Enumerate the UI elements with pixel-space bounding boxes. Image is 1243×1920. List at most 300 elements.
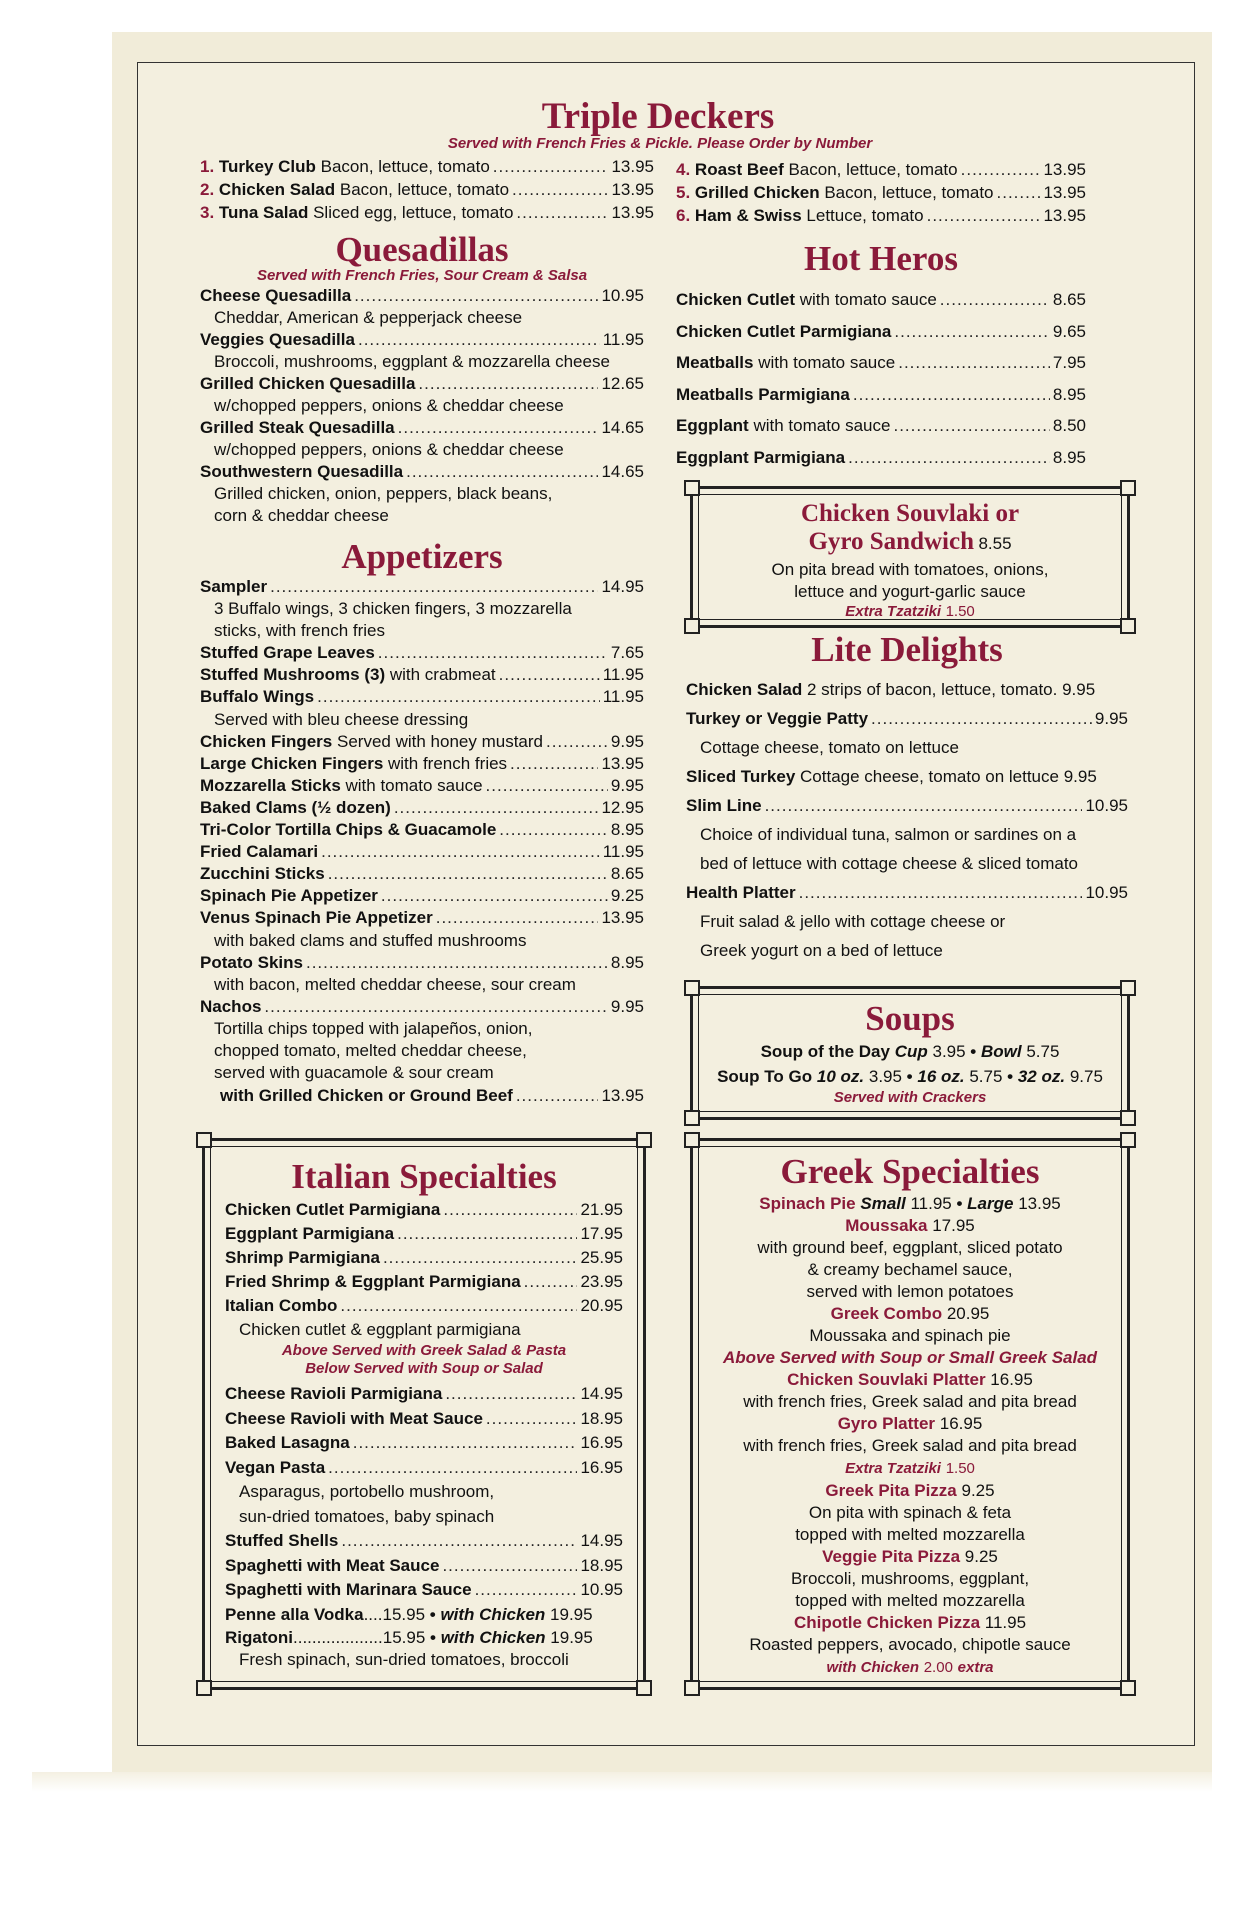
menu-item-name: Chicken Salad [686,680,803,699]
menu-item-leader-dots [442,1554,577,1579]
menu-item-name-wrap [200,201,513,224]
soup-of-day: Soup of the Day [760,1042,890,1061]
menu-item-name-wrap [676,284,937,316]
menu-item-price: 23.95 [580,1272,623,1291]
menu-item-row [676,316,1086,348]
menu-item-leader-dots [894,316,1050,348]
menu-item-row [225,1529,623,1554]
menu-item-name-wrap [200,907,433,929]
spinach-large-label: Large [967,1194,1014,1213]
menu-item-price: 17.95 [580,1224,623,1243]
menu-item-leader-dots [997,181,1041,204]
menu-item-row [225,1270,623,1294]
menu-item-leader-dots [853,379,1050,411]
gyro-platter-desc: with french fries, Greek salad and pita bread [743,1436,1077,1455]
quesadillas-list [200,285,644,527]
soup-bullet-3: • [1002,1067,1018,1086]
menu-item-name-wrap [200,841,318,863]
menu-item-row [225,1456,623,1481]
menu-item-name-wrap [200,664,496,686]
menu-item-note: with bacon, melted cheddar cheese, sour cream [214,974,576,994]
menu-item-number: 2. [200,180,215,199]
menu-item-name: Eggplant [676,416,749,435]
menu-item-name-wrap [225,1294,337,1318]
veggie-pita-pizza-price: 9.25 [964,1547,998,1566]
menu-item-number: 4. [676,160,691,179]
menu-item-row [200,996,644,1018]
menu-item-name: Meatballs [676,353,754,372]
triple-deckers-subtitle: Served with French Fries & Pickle. Please Order by Number [447,135,873,152]
menu-item-name: Nachos [200,996,262,1016]
menu-item-name-wrap [200,576,267,598]
menu-item-price: 12.65 [601,374,644,393]
menu-item-row [200,885,644,907]
menu-item-leader-dots [353,1431,578,1456]
menu-item-name: Sampler [200,577,268,596]
souvlaki-price: 8.55 [978,534,1012,553]
menu-item-name: Southwestern Quesadilla [200,462,404,481]
menu-item-price: 13.95 [1043,206,1086,225]
menu-item-name: Cheese Ravioli Parmigiana [225,1384,443,1403]
greek-title: Greek Specialties [780,1152,1040,1191]
menu-item-name: Grilled Steak Quesadilla [200,418,395,437]
menu-item-row [200,775,644,797]
paper-edge [32,1772,1212,1792]
menu-item-name-wrap [200,753,507,775]
menu-item-leader-dots [397,1222,577,1246]
menu-item-name: Sliced Turkey [686,767,796,786]
spinach-large-price: 13.95 [1018,1194,1061,1213]
menu-item-price: 9.65 [1052,321,1086,341]
menu-item-name-wrap [225,1222,394,1246]
menu-item-price: 8.50 [1052,416,1086,435]
menu-item-description: Served with honey mustard [332,731,543,751]
menu-item-name: Stuffed Grape Leaves [200,643,375,663]
menu-item-leader-dots [378,642,608,664]
menu-item-name: Eggplant Parmigiana [225,1224,395,1243]
menu-item-row [676,204,1086,227]
menu-item-price: 8.65 [610,864,644,884]
menu-item-row [200,373,644,395]
menu-item-row [200,285,644,307]
menu-item-leader-dots [486,1407,578,1432]
greek-combo-price: 20.95 [946,1304,990,1323]
menu-item-name-wrap [676,410,890,442]
menu-item-note: corn & cheddar cheese [214,506,389,525]
menu-item-leader-dots [799,878,1083,907]
penne-with-chicken: with Chicken [440,1604,546,1624]
triple-deckers-list-left [200,155,654,224]
menu-item-price: 9.95 [610,731,644,751]
menu-item-row [676,347,1086,379]
spinach-small-label: Small [860,1194,906,1213]
menu-item-number: 6. [676,206,691,225]
menu-item-price: 9.95 [1063,767,1097,786]
menu-item-name-wrap [225,1246,380,1270]
soup-bullet-2: • [901,1067,918,1086]
menu-item-leader-dots [321,841,600,863]
greek-combo-desc: Moussaka and spinach pie [809,1326,1011,1345]
menu-item-row [200,329,644,351]
gyro-extra-price: 1.50 [945,1460,975,1477]
menu-item-name-wrap [225,1456,325,1481]
soup-bullet: • [965,1042,981,1061]
rigatoni-sep: • [425,1627,441,1647]
menu-item-row [200,841,644,863]
menu-item-leader-dots [893,410,1049,442]
menu-item-row [200,686,644,708]
menu-item-leader-dots [524,1270,578,1294]
menu-item-row [200,155,654,178]
menu-item-name: Baked Clams (½ dozen) [200,797,391,817]
menu-item-leader-dots [512,178,608,201]
menu-item-description: Bacon, lettuce, tomato [819,183,994,202]
soup-32oz-price: 9.75 [1069,1067,1103,1086]
menu-item-leader-dots [510,753,598,775]
menu-item-note: with baked clams and stuffed mushrooms [214,930,527,950]
menu-item-price: 11.95 [602,687,644,707]
menu-item-price: 12.95 [601,797,644,817]
menu-item-leader-dots [317,686,600,708]
menu-item-price: 20.95 [580,1296,623,1315]
menu-item-number: 3. [200,203,215,222]
menu-item-name-wrap [225,1554,439,1579]
menu-item-row [676,410,1086,442]
menu-item-name-wrap [200,155,490,178]
menu-item-price: 9.25 [610,886,644,906]
menu-item-row [225,1382,623,1407]
menu-item-description: Bacon, lettuce, tomato [315,157,490,176]
menu-item-leader-dots [328,1456,577,1481]
italian-list-2 [225,1382,623,1603]
greek-combo-name: Greek Combo [830,1304,943,1323]
nachos-extra-price: 13.95 [601,1086,644,1106]
menu-item-separator: . [1052,680,1063,699]
menu-item-row [676,442,1086,474]
moussaka-desc-1: with ground beef, eggplant, sliced potato [757,1238,1063,1257]
menu-item-name: Tri-Color Tortilla Chips & Guacamole [200,820,497,840]
menu-item-name-wrap [676,181,994,204]
menu-item-name-wrap [200,996,261,1018]
moussaka-name: Moussaka [845,1216,928,1235]
greek-pita-desc-2: topped with melted mozzarella [795,1525,1025,1544]
menu-item-row [225,1578,623,1603]
gyro-extra: Extra Tzatziki [845,1460,941,1477]
menu-item-note: served with guacamole & sour cream [214,1063,494,1083]
penne-price-chicken: 19.95 [550,1604,593,1624]
menu-item-note: Grilled chicken, onion, peppers, black beans, [214,484,553,503]
menu-item-row [225,1222,623,1246]
menu-item-name: Italian Combo [225,1296,338,1315]
menu-item-row [225,1198,623,1222]
menu-item-name-wrap [225,1431,350,1456]
menu-item-name: Chicken Cutlet Parmigiana [225,1200,441,1219]
menu-item-description: Sliced egg, lettuce, tomato [308,203,514,222]
menu-item-price: 11.95 [602,330,644,349]
menu-item-name: Fried Shrimp & Eggplant Parmigiana [225,1272,521,1291]
menu-item-name: Large Chicken Fingers [200,753,384,773]
menu-item-row [200,952,644,974]
menu-item-description: with french fries [383,753,508,773]
menu-item-description: Bacon, lettuce, tomato [783,160,958,179]
menu-item-price: 14.95 [580,1384,623,1403]
menu-item-note: chopped tomato, melted cheddar cheese, [214,1040,527,1060]
menu-item-price: 8.95 [1052,384,1086,404]
menu-item-note: w/chopped peppers, onions & cheddar cheese [214,440,564,459]
menu-item-leader-dots [961,158,1041,181]
menu-item-name-wrap [686,762,1059,791]
menu-item-name-wrap [200,885,378,907]
soup-cup-price: 3.95 [932,1042,966,1061]
menu-item-row [225,1246,623,1270]
menu-item-price: 9.95 [1062,680,1096,699]
menu-item-name-wrap [200,642,375,664]
menu-item-leader-dots [418,373,598,395]
menu-item-leader-dots [398,417,599,439]
menu-item-leader-dots [306,952,608,974]
menu-item-name: Meatballs Parmigiana [676,384,850,404]
menu-item-row [686,675,1128,704]
menu-item-description: Lettuce, tomato [801,206,924,225]
menu-item-name-wrap [676,379,850,411]
veggie-pita-pizza-name: Veggie Pita Pizza [822,1547,961,1566]
menu-item-price: 10.95 [1085,883,1128,902]
menu-item-name-wrap [200,373,415,395]
menu-item-leader-dots [546,731,608,753]
menu-item-price: 11.95 [602,842,644,862]
menu-item-leader-dots [354,285,598,307]
menu-item-row [200,753,644,775]
soup-16oz-price: 5.75 [969,1067,1003,1086]
menu-item-price: 7.65 [610,643,644,663]
menu-item-leader-dots [270,576,598,598]
italian-title: Italian Specialties [291,1157,557,1196]
menu-item-price: 14.95 [601,577,644,596]
menu-item-price: 8.95 [610,820,644,840]
menu-item-row [676,379,1086,411]
menu-item-description: Cottage cheese, tomato on lettuce [795,767,1059,786]
menu-item-note: w/chopped peppers, onions & cheddar cheese [214,396,564,415]
menu-item-row [200,201,654,224]
menu-item-name: Mozzarella Sticks [200,775,341,795]
chipotle-pizza-desc: Roasted peppers, avocado, chipotle sauce [749,1635,1071,1654]
soup-10oz-price: 3.95 [868,1067,902,1086]
souvlaki-desc-1: On pita bread with tomatoes, onions, [771,560,1049,579]
menu-item-name-wrap [200,178,509,201]
soup-16oz: 16 oz. [917,1067,965,1086]
souvlaki-gyro-box [690,486,1130,628]
right-column [676,158,1086,473]
menu-item-note: Tortilla chips topped with jalapeños, onion, [214,1018,533,1038]
soups-note: Served with Crackers [833,1089,987,1106]
menu-item-note: Cheddar, American & pepperjack cheese [214,308,523,327]
menu-item-description: Bacon, lettuce, tomato [335,180,510,199]
menu-item-description: with tomato sauce [753,353,896,372]
moussaka-price: 17.95 [932,1216,975,1235]
hot-heros-list [676,284,1086,473]
soup-to-go: Soup To Go [717,1067,813,1086]
menu-item-name-wrap [676,158,958,181]
chipotle-pizza-price: 11.95 [984,1613,1027,1632]
menu-item-row [200,907,644,929]
menu-item-leader-dots [499,819,608,841]
menu-item-row [686,791,1128,820]
menu-item-name-wrap [676,204,924,227]
menu-item-price: 9.95 [1094,709,1128,728]
penne-dots: .... [363,1604,383,1624]
italian-list-1 [225,1198,623,1342]
menu-item-name-wrap [200,863,325,885]
menu-item-leader-dots [765,791,1083,820]
menu-item-price: 8.65 [1052,290,1086,309]
menu-item-name-wrap [225,1270,521,1294]
menu-item-price: 13.95 [1043,160,1086,179]
menu-item-leader-dots [394,797,599,819]
menu-item-leader-dots [383,1246,578,1270]
menu-item-name: Turkey Club [218,157,316,176]
menu-item-price: 8.95 [1052,447,1086,467]
menu-item-row [200,642,644,664]
moussaka-desc-3: served with lemon potatoes [806,1282,1014,1301]
menu-item-name-wrap [200,686,314,708]
menu-item-name: Cheese Quesadilla [200,286,352,305]
rigatoni-price: 15.95 [382,1627,426,1647]
menu-item-name: Grilled Chicken Quesadilla [200,374,416,393]
greek-specialties-box: Greek Specialties Spinach Pie Small 11.95 • Large 13.95 Moussaka 17.95 with ground beef, eggplant, sliced potato & creamy bechamel sauce, served with lemon potatoes Greek Combo 20.95 Moussaka and spinach pie Above Served with Soup or Small Greek Salad Chicken Souvlaki Platter 16.95 with french fries, Greek salad and pita bread Gyro Platter 16.95 with french fries, Greek salad and pita bread Extra Tzatziki 1.50 Greek Pita Pizza 9.25 On pita with spinach & feta topped with melted mozzarella Veggie Pita Pizza 9.25 Broccoli, mushrooms, eggplant, topped with melted mozzarella Chipotle Chicken Pizza 11.95 Roasted peppers, avocado, chipotle sauce with Chicken 2.00 extra [690,1138,1130,1690]
menu-item-note: sticks, with french fries [214,621,385,641]
menu-item-name-wrap [200,329,355,351]
menu-item-row [676,284,1086,316]
menu-item-row [686,704,1128,733]
menu-item-name: Buffalo Wings [200,687,315,707]
menu-item-name: Tuna Salad [218,203,309,222]
greek-note: Above Served with Soup or Small Greek Salad [722,1348,1098,1367]
quesadillas-title: Quesadillas [335,230,509,269]
menu-item-note: Broccoli, mushrooms, eggplant & mozzarella cheese [214,352,610,371]
menu-item-name: Grilled Chicken [694,183,820,202]
menu-item-name: Chicken Salad [218,180,336,199]
menu-item-name: Zucchini Sticks [200,864,325,884]
menu-item-name-wrap [225,1578,472,1603]
menu-item-note: Fruit salad & jello with cottage cheese or [700,912,1006,931]
menu-item-name: Stuffed Mushrooms (3) [200,665,386,685]
menu-item-row [686,762,1128,791]
menu-item-leader-dots [328,863,608,885]
menu-item-name-wrap [200,775,483,797]
chipotle-with-chicken: with Chicken [826,1659,919,1676]
menu-item-leader-dots [871,704,1092,733]
menu-item-price: 9.95 [610,996,644,1016]
menu-item-name: Stuffed Shells [225,1531,339,1550]
chipotle-pizza-name: Chipotle Chicken Pizza [793,1613,981,1632]
menu-item-name-wrap [676,347,895,379]
penne-price: 15.95 [382,1604,426,1624]
menu-item-row [225,1407,623,1432]
italian-note-above: Above Served with Greek Salad & Pasta [281,1342,567,1359]
menu-item-description: with tomato sauce [340,775,483,795]
menu-item-row [225,1431,623,1456]
menu-item-row [686,878,1128,907]
menu-item-row [200,863,644,885]
menu-item-name: Spaghetti with Marinara Sauce [225,1580,472,1599]
menu-item-leader-dots [927,204,1041,227]
menu-item-price: 13.95 [601,753,644,773]
menu-item-name-wrap [200,417,395,439]
menu-item-price: 10.95 [1085,796,1128,815]
italian-note-below: Below Served with Soup or Salad [305,1360,543,1377]
greek-pita-desc-1: On pita with spinach & feta [808,1503,1012,1522]
menu-item-price: 25.95 [580,1248,623,1267]
menu-item-row [676,181,1086,204]
menu-item-leader-dots [443,1198,577,1222]
appetizers-list [200,576,644,1084]
menu-item-leader-dots [848,442,1050,474]
menu-item-name-wrap [225,1529,338,1554]
menu-item-name: Chicken Cutlet Parmigiana [676,321,892,341]
souvlaki-extra: Extra Tzatziki [845,603,942,620]
menu-item-name-wrap [676,442,845,474]
menu-item-row [200,461,644,483]
menu-item-row [225,1294,623,1318]
menu-item-name: Health Platter [686,883,796,902]
menu-item-price: 11.95 [602,665,644,685]
menu-item-note: Greek yogurt on a bed of lettuce [700,941,943,960]
menu-item-leader-dots [264,996,607,1018]
menu-item-name-wrap [686,704,868,733]
menu-item-price: 10.95 [601,286,644,305]
menu-item-name: Baked Lasagna [225,1433,350,1452]
menu-item-name: Spaghetti with Meat Sauce [225,1555,440,1575]
menu-item-leader-dots [406,461,598,483]
menu-item-price: 13.95 [611,157,654,176]
rigatoni-dots: ................... [293,1627,383,1647]
menu-item-price: 18.95 [580,1408,623,1428]
menu-item-description: with tomato sauce [795,290,937,309]
menu-item-name-wrap [200,285,351,307]
soups-box [690,986,1130,1120]
penne-sep: • [425,1604,441,1624]
menu-item-leader-dots [493,155,609,178]
greek-pita-pizza-price: 9.25 [961,1481,995,1500]
menu-item-name-wrap [686,878,796,907]
menu-item-name: Shrimp Parmigiana [225,1248,380,1267]
menu-item-name-wrap [225,1198,440,1222]
chipotle-extra-label: extra [957,1659,994,1676]
menu-item-row [200,797,644,819]
hot-heros-title: Hot Heros [804,239,958,278]
menu-item-name: Potato Skins [200,952,303,972]
menu-item-name-wrap [225,1407,483,1432]
menu-item-leader-dots [436,907,599,929]
menu-item-name: Slim Line [686,796,762,815]
menu-item-row [200,576,644,598]
soup-bowl-price: 5.75 [1026,1042,1060,1061]
menu-item-name-wrap [200,461,403,483]
moussaka-desc-2: & creamy bechamel sauce, [807,1260,1013,1279]
soup-bowl-label: Bowl [980,1042,1022,1061]
menu-item-price: 14.65 [601,462,644,481]
menu-item-row [676,158,1086,181]
penne-row [225,1603,623,1626]
menu-item-leader-dots [475,1578,578,1603]
penne-name: Penne alla Vodka [225,1604,364,1624]
menu-item-name-wrap [676,316,891,348]
menu-item-note: sun-dried tomatoes, baby spinach [239,1506,495,1526]
menu-item-leader-dots [341,1529,577,1554]
gyro-platter-name: Gyro Platter [837,1414,936,1433]
triple-deckers-list-right [676,158,1086,227]
menu-item-name-wrap [686,791,762,820]
